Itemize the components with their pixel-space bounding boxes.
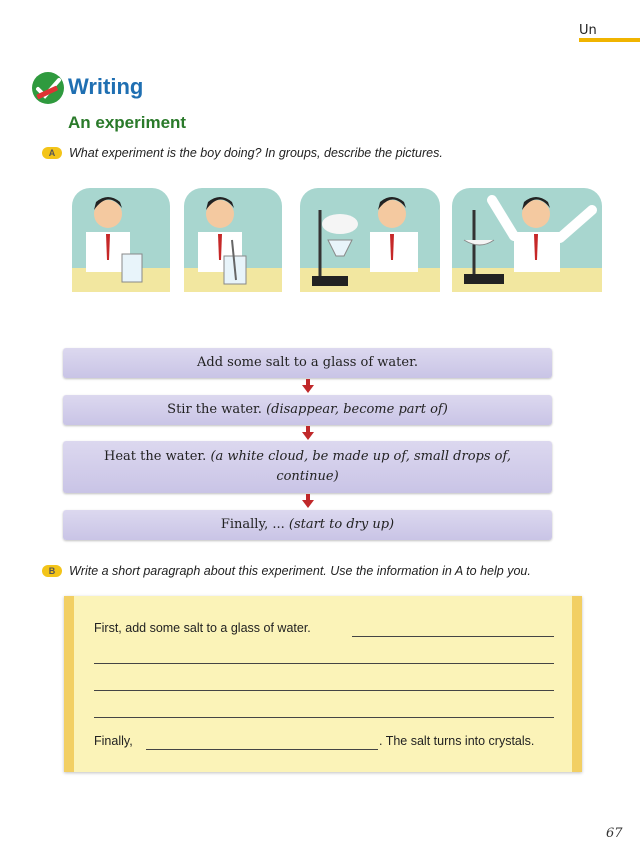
- picture-add-salt: [72, 180, 170, 298]
- unit-bar: [579, 38, 640, 42]
- picture-dry-up: [452, 180, 602, 298]
- writing-note: [64, 596, 582, 772]
- page-number: 67: [606, 826, 623, 841]
- answer-line-1[interactable]: [352, 636, 554, 637]
- step-box-3: [63, 441, 552, 493]
- step-box-4: [63, 510, 552, 540]
- picture-heat: [300, 180, 440, 298]
- first-line-text: First, add some salt to a glass of water.: [94, 621, 311, 635]
- pencil-check-icon: [30, 70, 66, 106]
- answer-line-5[interactable]: [146, 749, 378, 750]
- step-3-hint: (a white cloud, be made up of, small drops of, continue): [210, 449, 511, 484]
- section-title: Writing: [68, 74, 144, 99]
- picture-stir: [184, 180, 282, 298]
- step-1-text: Add some salt to a glass of water.: [196, 355, 418, 370]
- step-box-1: [63, 348, 552, 378]
- arrow-down-icon: [302, 494, 314, 508]
- step-3-text: Heat the water.: [104, 449, 211, 464]
- last-line-text: . The salt turns into crystals.: [379, 734, 535, 748]
- note-edge-right: [572, 596, 582, 772]
- unit-tab: Un: [579, 23, 597, 38]
- step-2-hint: (disappear, become part of): [266, 402, 448, 417]
- part-a-instruction: [42, 146, 443, 160]
- part-b-badge: B: [42, 565, 62, 577]
- section-subtitle: An experiment: [68, 113, 187, 132]
- part-a-instruction-text: What experiment is the boy doing? In groups, describe the pictures.: [69, 146, 443, 160]
- answer-line-2[interactable]: [94, 663, 554, 664]
- step-4-hint: (start to dry up): [288, 517, 395, 532]
- arrow-down-icon: [302, 379, 314, 393]
- answer-line-3[interactable]: [94, 690, 554, 691]
- part-a-badge: A: [42, 147, 62, 159]
- experiment-pictures: [72, 180, 612, 320]
- part-b-instruction: [42, 564, 531, 578]
- step-box-2: [63, 395, 552, 425]
- step-4-text: Finally, ...: [220, 517, 289, 532]
- arrow-down-icon: [302, 426, 314, 440]
- note-edge-left: [64, 596, 74, 772]
- part-b-instruction-text: Write a short paragraph about this experiment. Use the information in A to help you.: [69, 564, 531, 578]
- answer-line-4[interactable]: [94, 717, 554, 718]
- step-2-text: Stir the water.: [167, 402, 267, 417]
- finally-label: Finally,: [94, 734, 133, 748]
